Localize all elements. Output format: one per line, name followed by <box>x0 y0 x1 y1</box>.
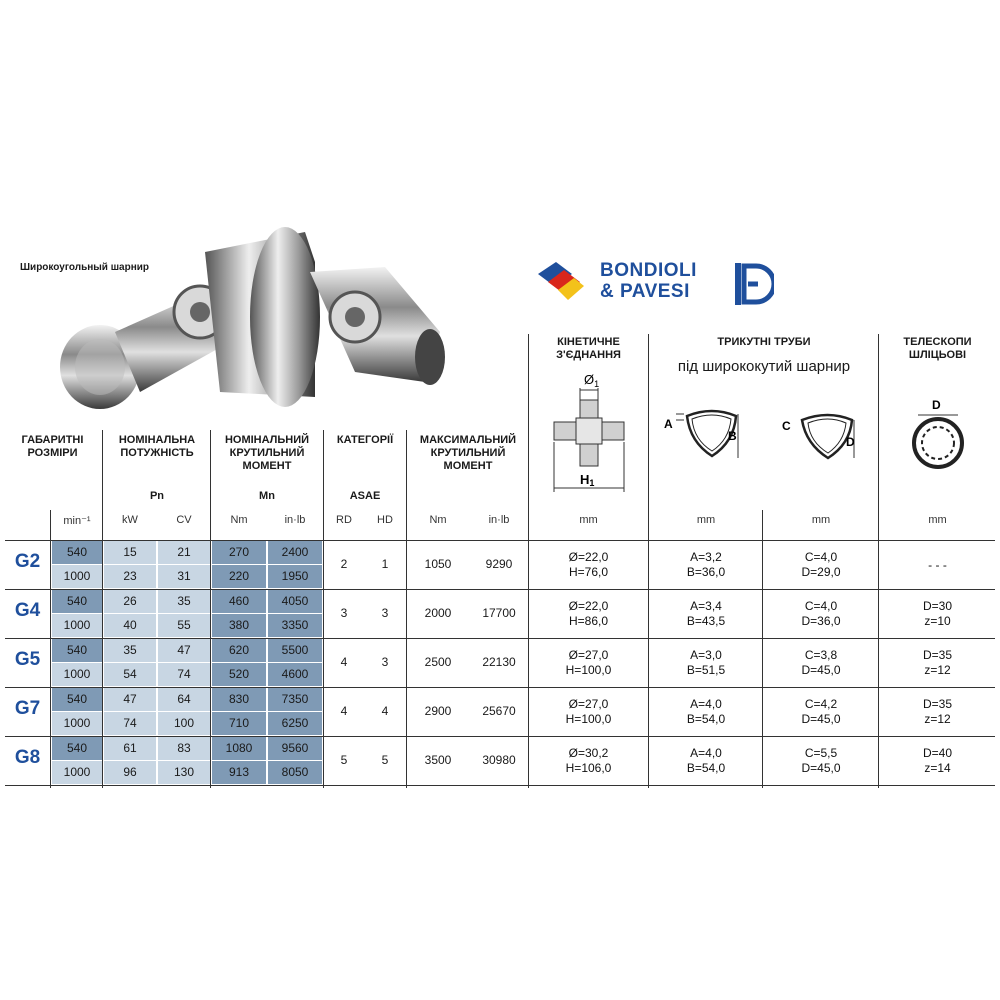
rd-value: 4 <box>340 655 348 669</box>
units-row <box>0 514 1000 534</box>
table-cell: 23 <box>104 565 156 588</box>
unit-telescope-mm: mm <box>928 514 947 526</box>
cross-joint-diagram <box>548 370 630 495</box>
table-cell: 74 <box>158 663 210 686</box>
header-category-symbol: ASAE <box>349 490 381 502</box>
table-cell: 130 <box>158 761 210 784</box>
rd-value: 2 <box>340 557 348 571</box>
tube-a: A=3,0 <box>690 648 722 662</box>
svg-text:D: D <box>932 398 941 412</box>
telescope-d: D=40 <box>922 746 953 760</box>
logo-emblem-icon <box>734 262 774 306</box>
table-cell: 1950 <box>268 565 322 588</box>
table-cell: 220 <box>212 565 266 588</box>
logo-line-2: & PAVESI <box>600 281 690 302</box>
unit-rd: RD <box>336 514 352 526</box>
table-cell: 54 <box>104 663 156 686</box>
table-cell: 460 <box>212 590 266 613</box>
hd-value: 3 <box>381 606 389 620</box>
unit-max-inlb: in·lb <box>488 514 510 526</box>
kinetic-h: H=86,0 <box>568 614 609 628</box>
tube-a: A=4,0 <box>690 697 722 711</box>
table-cell: 620 <box>212 639 266 662</box>
table-cell: 710 <box>212 712 266 735</box>
tube-b: B=36,0 <box>686 565 726 579</box>
max-nm-value: 1050 <box>424 557 452 571</box>
table-cell: 47 <box>158 639 210 662</box>
svg-text:D: D <box>846 435 855 449</box>
unit-kw: kW <box>122 514 138 526</box>
model-label: G7 <box>14 698 41 719</box>
header-kinetic: КІНЕТИЧНЕ З'ЄДНАННЯ <box>556 336 621 361</box>
wide-angle-joint-image <box>55 222 450 422</box>
tube-d: D=45,0 <box>801 712 841 726</box>
table-cell: 100 <box>158 712 210 735</box>
header-telescopes: ТЕЛЕСКОПИ ШЛІЦЬОВІ <box>903 336 972 361</box>
max-inlb-value: 25670 <box>482 704 516 718</box>
hd-value: 1 <box>381 557 389 571</box>
model-label: G5 <box>14 649 41 670</box>
table-cell: 35 <box>104 639 156 662</box>
max-nm-value: 3500 <box>424 753 452 767</box>
header-category: КАТЕГОРІЇ <box>336 434 394 446</box>
kinetic-phi: Ø=22,0 <box>568 550 609 564</box>
unit-nm: Nm <box>230 514 248 526</box>
table-cell: 4050 <box>268 590 322 613</box>
unit-kinetic-mm: mm <box>579 514 598 526</box>
kinetic-h: H=100,0 <box>565 663 612 677</box>
tube-d: D=45,0 <box>801 663 841 677</box>
table-cell: 96 <box>104 761 156 784</box>
diagram-h-label: H1 <box>580 472 595 488</box>
tube-d: D=45,0 <box>801 761 841 775</box>
telescope-d: D=30 <box>922 599 953 613</box>
table-cell: 540 <box>52 590 102 613</box>
kinetic-phi: Ø=30,2 <box>568 746 609 760</box>
header-power: НОМІНАЛЬНА ПОТУЖНІСТЬ <box>118 434 196 459</box>
row-divider <box>5 785 995 786</box>
table-cell: 83 <box>158 737 210 760</box>
triangle-tube-a-b-diagram <box>662 404 747 464</box>
telescope-empty: - - - <box>928 558 947 572</box>
header-tubes: ТРИКУТНІ ТРУБИ <box>717 336 811 348</box>
table-cell: 47 <box>104 688 156 711</box>
table-cell: 540 <box>52 737 102 760</box>
svg-text:B: B <box>728 429 737 443</box>
telescope-d: D=35 <box>922 697 953 711</box>
rd-value: 3 <box>340 606 348 620</box>
table-cell: 1080 <box>212 737 266 760</box>
header-max-torque: МАКСИМАЛЬНИЙ КРУТИЛЬНИЙ МОМЕНТ <box>419 434 517 472</box>
table-cell: 1000 <box>52 712 102 735</box>
table-cell: 1000 <box>52 663 102 686</box>
table-cell: 540 <box>52 688 102 711</box>
table-cell: 7350 <box>268 688 322 711</box>
tube-b: B=54,0 <box>686 761 726 775</box>
header-torque: НОМІНАЛЬНИЙ КРУТИЛЬНИЙ МОМЕНТ <box>224 434 310 472</box>
table-cell: 35 <box>158 590 210 613</box>
diagram-phi-label: $Ø_1$ <box>584 372 600 389</box>
tube-b: B=51,5 <box>686 663 726 677</box>
header-size: ГАБАРИТНІ РОЗМІРИ <box>21 434 84 459</box>
telescope-z: z=10 <box>924 614 951 628</box>
tube-c: C=3,8 <box>804 648 838 662</box>
logo-mark-icon <box>536 256 596 312</box>
header-torque-symbol: Mn <box>259 490 275 502</box>
max-inlb-value: 17700 <box>482 606 516 620</box>
triangle-tube-c-d-diagram <box>780 408 865 468</box>
tube-b: B=54,0 <box>686 712 726 726</box>
table-cell: 270 <box>212 541 266 564</box>
logo-line-1: BONDIOLI <box>600 260 697 281</box>
tube-c: C=4,2 <box>804 697 838 711</box>
spline-diagram <box>910 395 970 470</box>
tube-c: C=4,0 <box>804 550 838 564</box>
rd-value: 4 <box>340 704 348 718</box>
table-cell: 520 <box>212 663 266 686</box>
hd-value: 4 <box>381 704 389 718</box>
kinetic-phi: Ø=27,0 <box>568 648 609 662</box>
max-inlb-value: 30980 <box>482 753 516 767</box>
header-power-symbol: Pn <box>149 490 165 502</box>
unit-tube-cd-mm: mm <box>811 514 831 526</box>
table-cell: 540 <box>52 541 102 564</box>
tube-c: C=5,5 <box>804 746 838 760</box>
hd-value: 3 <box>381 655 389 669</box>
max-nm-value: 2900 <box>424 704 452 718</box>
unit-tube-ab-mm: mm <box>696 514 716 526</box>
table-cell: 6250 <box>268 712 322 735</box>
table-cell: 61 <box>104 737 156 760</box>
svg-text:A: A <box>664 417 673 431</box>
tube-a: A=4,0 <box>690 746 722 760</box>
table-cell: 21 <box>158 541 210 564</box>
model-label: G4 <box>14 600 41 621</box>
unit-cv: CV <box>176 514 192 526</box>
telescope-d: D=35 <box>922 648 953 662</box>
tube-d: D=29,0 <box>801 565 841 579</box>
telescope-z: z=12 <box>924 712 951 726</box>
table-cell: 31 <box>158 565 210 588</box>
kinetic-h: H=106,0 <box>565 761 612 775</box>
table-cell: 540 <box>52 639 102 662</box>
table-cell: 3350 <box>268 614 322 637</box>
table-cell: 2400 <box>268 541 322 564</box>
max-inlb-value: 9290 <box>485 557 513 571</box>
unit-rpm: min⁻¹ <box>63 515 91 527</box>
table-cell: 5500 <box>268 639 322 662</box>
tube-c: C=4,0 <box>804 599 838 613</box>
table-cell: 8050 <box>268 761 322 784</box>
table-cell: 830 <box>212 688 266 711</box>
telescope-z: z=14 <box>924 761 951 775</box>
unit-max-nm: Nm <box>429 514 447 526</box>
model-label: G8 <box>14 747 41 768</box>
tube-d: D=36,0 <box>801 614 841 628</box>
table-cell: 26 <box>104 590 156 613</box>
table-cell: 380 <box>212 614 266 637</box>
table-cell: 1000 <box>52 614 102 637</box>
table-cell: 55 <box>158 614 210 637</box>
kinetic-h: H=76,0 <box>568 565 609 579</box>
table-cell: 913 <box>212 761 266 784</box>
table-cell: 15 <box>104 541 156 564</box>
kinetic-phi: Ø=22,0 <box>568 599 609 613</box>
tube-a: A=3,2 <box>690 550 722 564</box>
table-cell: 74 <box>104 712 156 735</box>
table-cell: 1000 <box>52 565 102 588</box>
unit-hd: HD <box>377 514 393 526</box>
photo-caption: Широкоугольный шарнир <box>20 262 150 273</box>
telescope-z: z=12 <box>924 663 951 677</box>
max-nm-value: 2500 <box>424 655 452 669</box>
max-nm-value: 2000 <box>424 606 452 620</box>
kinetic-phi: Ø=27,0 <box>568 697 609 711</box>
max-inlb-value: 22130 <box>482 655 516 669</box>
svg-text:C: C <box>782 419 791 433</box>
model-label: G2 <box>14 551 41 572</box>
hd-value: 5 <box>381 753 389 767</box>
table-cell: 64 <box>158 688 210 711</box>
table-cell: 4600 <box>268 663 322 686</box>
tube-a: A=3,4 <box>690 599 722 613</box>
logo-text <box>600 260 697 302</box>
table-cell: 40 <box>104 614 156 637</box>
table-cell: 1000 <box>52 761 102 784</box>
rd-value: 5 <box>340 753 348 767</box>
kinetic-h: H=100,0 <box>565 712 612 726</box>
header-tubes-subtitle: під ширококутий шарнир <box>677 358 851 375</box>
table-cell: 9560 <box>268 737 322 760</box>
bondioli-pavesi-logo <box>536 256 781 312</box>
unit-inlb: in·lb <box>284 514 306 526</box>
tube-b: B=43,5 <box>686 614 726 628</box>
